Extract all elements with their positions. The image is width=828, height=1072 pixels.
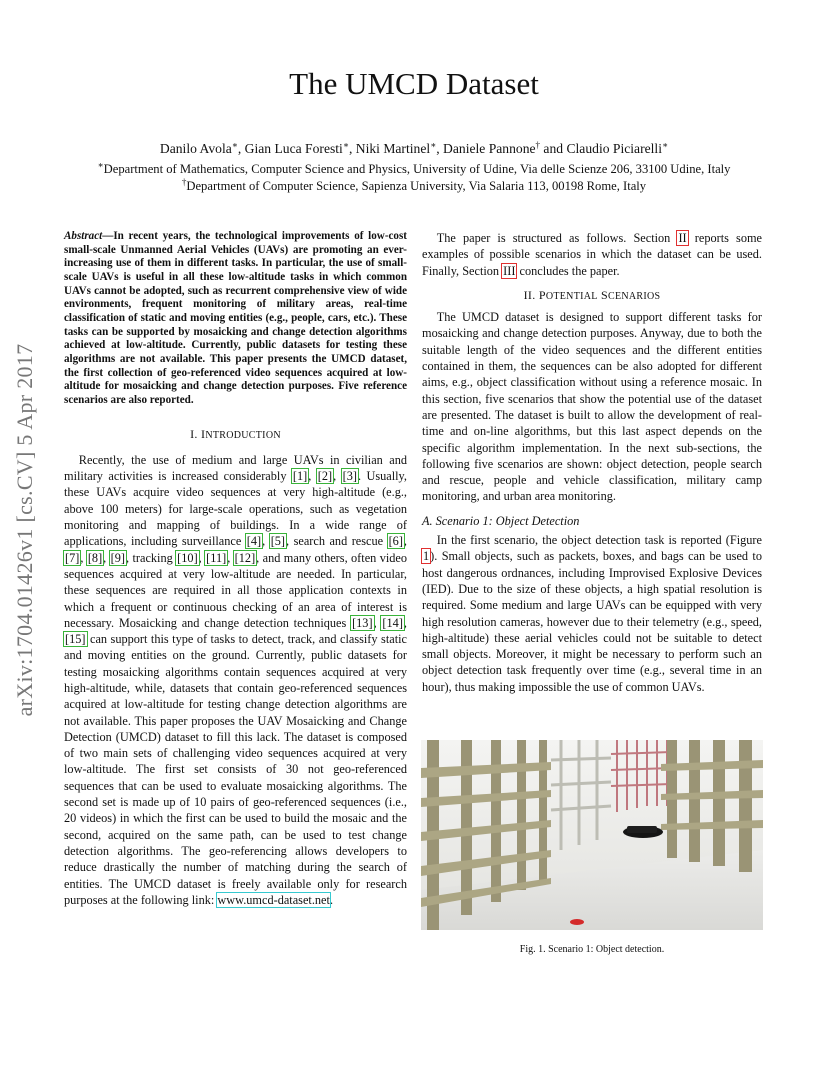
citation-link[interactable]: [13] bbox=[352, 615, 373, 630]
author-name: Gian Luca Foresti bbox=[244, 141, 343, 156]
section-numeral: II. bbox=[523, 287, 536, 302]
section-numeral: I. bbox=[190, 426, 198, 441]
arxiv-stamp bbox=[10, 300, 40, 760]
paper-title: The UMCD Dataset bbox=[289, 66, 539, 101]
citation-link[interactable]: [9] bbox=[110, 550, 125, 565]
citation-link[interactable]: [12] bbox=[234, 550, 256, 565]
author-mark: ∗ bbox=[231, 140, 238, 150]
left-column bbox=[64, 230, 407, 908]
author-name: Claudio Piciarelli bbox=[566, 141, 662, 156]
author-name: Daniele Pannone bbox=[443, 141, 536, 156]
author-mark: ∗ bbox=[342, 140, 349, 150]
cross-reference-link[interactable]: II bbox=[678, 231, 687, 245]
author-mark: † bbox=[535, 140, 541, 150]
scenario-1-paragraph: In the first scenario, the object detection task is reported (Figure 1). Small objects, such as packets, boxes, and bags can be used to host dangerous ordnances, including Improvised Explosive Devices (IED). Due to the size of these objects, a high spatial resolution is required. Some medium and large UAVs can be equipped with very high resolution cameras, however due to their telemetry (e.g., speed, high-altitude) these aerial vehicles could not be suitable to detect small objects. Moreover, it might be necessary to perform such an object detection task frequently over time (e.g., several time in an hour), thus making impossible the use of common UAVs. bbox=[422, 533, 762, 694]
citation-link[interactable]: [2] bbox=[317, 469, 333, 484]
intro-paragraph: Recently, the use of medium and large UAVs in civilian and military activities is increased considerably [1], [2], [3]. Usually, these UAVs acquire video sequences at very high-altitude (e.g., above 100 meters) for large-scale operations, such as vegetation monitoring and mapping of buildings. In a wide range of applications, including surveillance [4], [5], search and rescue [6], [7], [8], [9], tracking [10], [11], [12], and many others, often video sequences acquired at very low-altitude are needed. In particular, these sequences are required in all those application contexts in which a frequent or continuous checking of an area of interest is necessary. Mosaicking and change detection techniques [13], [14], [15] can support this type of tasks to detect, track, and classify static and moving entities on the ground. Currently, public datasets for testing mosaicking algorithms contain sequences acquired at very high-altitude, while, datasets that contain geo-referenced sequences acquired at low-altitude for testing change detection algorithms are not available. This paper proposes the UAV Mosaicking and Change Detection (UMCD) dataset to fill this lack. The dataset is composed of two main sets of challenging video sequences acquired at very low-altitude. The first set consists of 30 not geo-referenced sequences that can be used to evaluate mosaicking algorithms. The second set is made up of 10 pairs of geo-referenced sequences (i.e., 20 videos) in which the first can be used to build the mosaic and the second, acquired on the same path, can be used to test change detection algorithms. The geo-referencing allows developers to reduce drastically the number of matching during the search of entities. The UMCD dataset is freely available only for research purposes at the following link: www.umcd-dataset.net. bbox=[64, 452, 408, 907]
section-title: INTRODUCTION bbox=[201, 426, 281, 441]
citation-link[interactable]: [5] bbox=[270, 534, 286, 549]
cross-reference-link[interactable]: III bbox=[503, 263, 516, 278]
section-heading-introduction bbox=[64, 426, 407, 444]
section-heading-potential-scenarios bbox=[422, 287, 762, 305]
citation-link[interactable]: [10] bbox=[177, 550, 198, 565]
figure-1-caption: Fig. 1. Scenario 1: Object detection. bbox=[519, 944, 665, 955]
scenarios-paragraph: The UMCD dataset is designed to support different tasks for mosaicking and change detection purposes. Anyway, due to both the suitable length of the video sequences and the different entities contained in them, the sequences can be also adopted for different aims, e.g., object classification without using a reference mosaic. In this section, five scenarios that show the potential use of the dataset are presented. The dataset is built to allow the development of real-time and on-line algorithms, but this last aspect depends on the specific algorithm implementation. In the next sub-sections, the following five scenarios are shown: object detection, people search and rescue, people and vehicle classification, military camp monitoring, and urban area monitoring. bbox=[422, 310, 762, 504]
citation-link[interactable]: [6] bbox=[388, 534, 403, 549]
affiliation-mark: ∗ bbox=[97, 160, 104, 170]
figure-1-image bbox=[421, 740, 763, 930]
author-name: Danilo Avola bbox=[159, 141, 232, 156]
author-mark: ∗ bbox=[661, 140, 669, 150]
affiliation-2 bbox=[0, 177, 828, 194]
affiliation-mark: † bbox=[181, 177, 187, 187]
author-name: Niki Martinel bbox=[355, 141, 431, 156]
citation-link[interactable]: [11] bbox=[206, 550, 227, 565]
abstract-label: Abstract bbox=[64, 230, 103, 242]
section-title: POTENTIAL SCENARIOS bbox=[538, 287, 661, 302]
author-mark: ∗ bbox=[430, 140, 437, 150]
citation-link[interactable]: [4] bbox=[246, 534, 262, 549]
affiliation-1 bbox=[0, 160, 828, 177]
cross-reference-link[interactable]: 1 bbox=[423, 549, 430, 564]
arxiv-stamp-text: arXiv:1704.01426v1 [cs.CV] 5 Apr 2017 bbox=[12, 343, 37, 717]
citation-link[interactable]: [15] bbox=[65, 632, 86, 647]
citation-link[interactable]: [1] bbox=[292, 469, 308, 484]
abstract-text: —In recent years, the technological improvements of low-cost small-scale Unmanned Aerial Vehicles (UAVs) are promoting an ever-increasing use of them in different tasks. In particular, the use of small-scale UAVs is useful in all these low-altitude tasks in which common UAVs cannot be adopted, such as recurrent comprehensive view of wide environments, frequent monitoring of military areas, real-time classification of static and moving entities (e.g., people, cars, etc.). These tasks can be supported by mosaicking and change detection algorithms achieved at low-altitude. Currently, public datasets for testing these algorithms are not available. This paper presents the UMCD dataset, the first collection of geo-referenced video sequences acquired at low-altitude for mosaicking and change detection purposes. Five reference scenarios are also reported. bbox=[64, 230, 407, 406]
citation-link[interactable]: [8] bbox=[87, 550, 103, 565]
subsection-heading-scenario-1: A. Scenario 1: Object Detection bbox=[422, 513, 580, 528]
scenario-render bbox=[421, 740, 763, 930]
dataset-url-link[interactable]: www.umcd-dataset.net bbox=[217, 892, 330, 907]
citation-link[interactable]: [3] bbox=[342, 469, 357, 484]
structure-paragraph: The paper is structured as follows. Section II reports some examples of possible scenarios in which the dataset can be used. Finally, Section III concludes the paper. bbox=[422, 231, 762, 278]
citation-link[interactable]: [7] bbox=[65, 550, 80, 565]
affiliation-text: Department of Computer Science, Sapienza University, Via Salaria 113, 00198 Rome, Italy bbox=[186, 179, 647, 193]
abstract bbox=[64, 230, 407, 408]
affiliation-text: Department of Mathematics, Computer Science and Physics, University of Udine, Via delle Scienze 206, 33100 Udine, Italy bbox=[103, 162, 731, 176]
author-list: Danilo Avola∗, Gian Luca Foresti∗, Niki Martinel∗, Daniele Pannone† and Claudio Piciarelli∗ bbox=[159, 140, 669, 156]
right-column bbox=[422, 230, 762, 695]
citation-link[interactable]: [14] bbox=[382, 615, 403, 630]
